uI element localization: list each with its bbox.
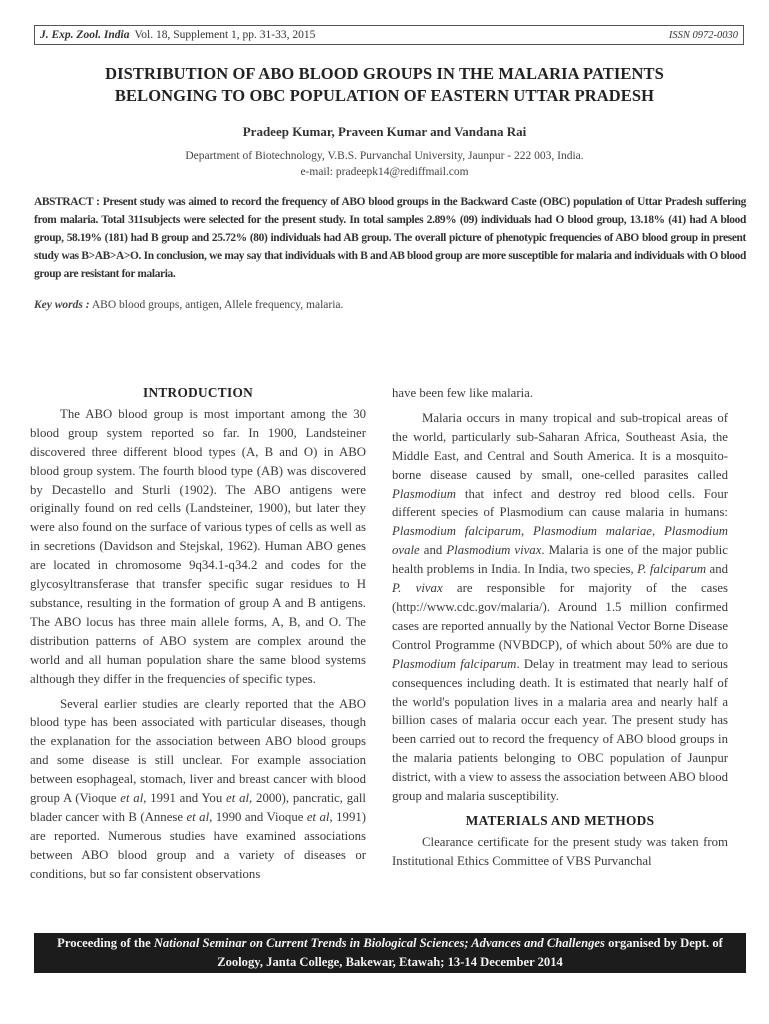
italic-et-al: et al: [120, 791, 144, 806]
italic-species: P. vivax: [392, 581, 443, 596]
italic-species: P. falciparum: [637, 562, 707, 577]
text-run: . Delay in treatment may lead to serious consequences including death. It is estimated that nearly half of the world's population lives in a malaria area and nearly half a billion cases of malaria occur each year. The present study has been carried out to record the frequency of ABO blood groups in the malaria patients belonging to OBC population of Jaunpur district, with a view to assess the association between ABO blood group and malaria susceptibility.: [392, 656, 728, 804]
text-run: . Malaria is one of the major public health problems in India. In India, two species,: [392, 543, 728, 577]
proceedings-banner: [34, 933, 746, 973]
intro-paragraph-1: The ABO blood group is most important among the 30 blood group system reported so far. In 1900, Landsteiner discovered three different blood types (A, B and O) in ABO blood group system. The fourth blood type (AB) was discovered by Decastello and Sturli (1902). The ABO antigens were originally found on red cells (Landsteiner, 1900), but later they were also found on the surface of various types of cells as well as in secretions (Davidson and Stejskal, 1962). Human ABO genes are located in chromosome 9q34.1-q34.2 and codes for the glycosyltransferase that transfer specific sugar residues to H substance, resulting in the formation of group A and B antigens. The ABO locus has three main allele forms, A, B, and O. The distribution patterns of ABO system are complex around the world and all human population share the same blood systems although they differ in the frequencies of specific types.: [30, 406, 366, 686]
keywords-text: ABO blood groups, antigen, Allele frequency, malaria.: [91, 299, 344, 311]
italic-et-al: et al: [306, 809, 330, 824]
keywords-label: Key words :: [34, 299, 90, 311]
authors: Pradeep Kumar, Praveen Kumar and Vandana Rai: [242, 124, 527, 139]
methods-heading: MATERIALS AND METHODS: [465, 812, 655, 828]
text-run: , 2000), pancratic, gall blader cancer with B (Annese: [30, 791, 366, 824]
text-run: Several earlier studies are clearly reported that the ABO blood type has been associated with particular diseases, though the explanation for the association between ABO blood groups and some disease is still unclear. For example association between esophageal, stomach, liver and breast cancer with blood group A (Vioque: [30, 696, 366, 806]
title-line-1: DISTRIBUTION OF ABO BLOOD GROUPS IN THE MALARIA PATIENTS: [105, 64, 664, 83]
intro-paragraph-2-continued: have been few like malaria.: [392, 386, 534, 400]
seminar-name: National Seminar on Current Trends in Biological Sciences; Advances and Challenges: [153, 936, 605, 950]
italic-species: Plasmodium ovale: [392, 524, 728, 558]
journal-header: [34, 25, 744, 45]
introduction-heading: INTRODUCTION: [143, 385, 253, 400]
italic-et-al: et al: [186, 809, 210, 824]
text-run: Malaria occurs in many tropical and sub-tropical areas of the world, particularly sub-Saharan Africa, Southeast Asia, the Middle East, and Central and South America. It is a mosquito-borne disease caused by small, one-celled parasites called: [392, 410, 728, 482]
affiliation: [0, 148, 769, 180]
department: Department of Biotechnology, V.B.S. Purvanchal University, Jaunpur - 222 003, India.: [185, 150, 584, 162]
methods-paragraph-1: Clearance certificate for the present study was taken from Institutional Ethics Committee of VBS Purvanchal: [392, 834, 728, 868]
abstract: [34, 193, 746, 283]
right-column: [392, 384, 728, 871]
abstract-text: Present study was aimed to record the frequency of ABO blood groups in the Backward Caste (OBC) population of Uttar Pradesh suffering from malaria. Total 311subjects were selected for the present study. In total samples 2.89% (09) individuals had O blood group, 13.18% (41) had A blood group, 58.19% (181) had B group and 25.72% (80) individuals had AB group. The overall picture of phenotypic frequencies of ABO blood group in present study was B>AB>A>O. In conclusion, we may say that individuals with B and AB blood group are more susceptible for malaria and individuals with O blood group are resistant for malaria.: [34, 196, 746, 280]
footer-suffix: organised by Dept. of Zoology, Janta College, Bakewar, Etawah; 13-14 December 2014: [217, 936, 723, 969]
journal-citation: [40, 29, 315, 41]
text-run: and: [419, 543, 447, 558]
journal-name: J. Exp. Zool. India: [40, 29, 130, 41]
intro-paragraph-3: [392, 409, 728, 806]
text-run: , 1990 and Vioque: [209, 809, 307, 824]
text-run: ,: [520, 524, 533, 539]
text-run: ,: [651, 524, 664, 539]
text-run: are responsible for majority of the cases (http://www.cdc.gov/malaria/). Around 1.5 million confirmed cases are reported annually by the National Vector Borne Disease Control Programme (NVBDCP), of which about 50% are due to: [392, 581, 729, 652]
text-run: and: [706, 562, 728, 577]
italic-species: Plasmodium falciparum: [392, 656, 517, 671]
text-run: , 1991 and You: [143, 791, 227, 806]
abstract-label: ABSTRACT :: [34, 196, 100, 208]
left-column: [30, 384, 366, 884]
footer-prefix: Proceeding of the: [57, 936, 154, 950]
italic-species: Plasmodium: [392, 486, 456, 501]
text-run: , 1991) are reported. Numerous studies have examined associations between ABO blood group and a variety of diseases or conditions, but so far consistent observations: [30, 809, 366, 881]
keywords: [34, 299, 746, 311]
title-line-2: BELONGING TO OBC POPULATION OF EASTERN UTTAR PRADESH: [114, 86, 655, 105]
paper-title: [20, 63, 749, 107]
intro-paragraph-2: [30, 695, 366, 884]
volume-pages: Vol. 18, Supplement 1, pp. 31-33, 2015: [134, 29, 316, 41]
issn: ISSN 0972-0030: [668, 29, 738, 41]
email: e-mail: pradeepk14@rediffmail.com: [300, 166, 469, 178]
text-run: that infect and destroy red blood cells. Four different species of Plasmodium can cause malaria in humans:: [392, 486, 728, 520]
italic-species: Plasmodium vivax: [446, 543, 542, 558]
italic-species: Plasmodium malariae: [532, 524, 652, 539]
italic-species: Plasmodium falciparum: [392, 524, 521, 539]
italic-et-al: et al: [226, 791, 250, 806]
